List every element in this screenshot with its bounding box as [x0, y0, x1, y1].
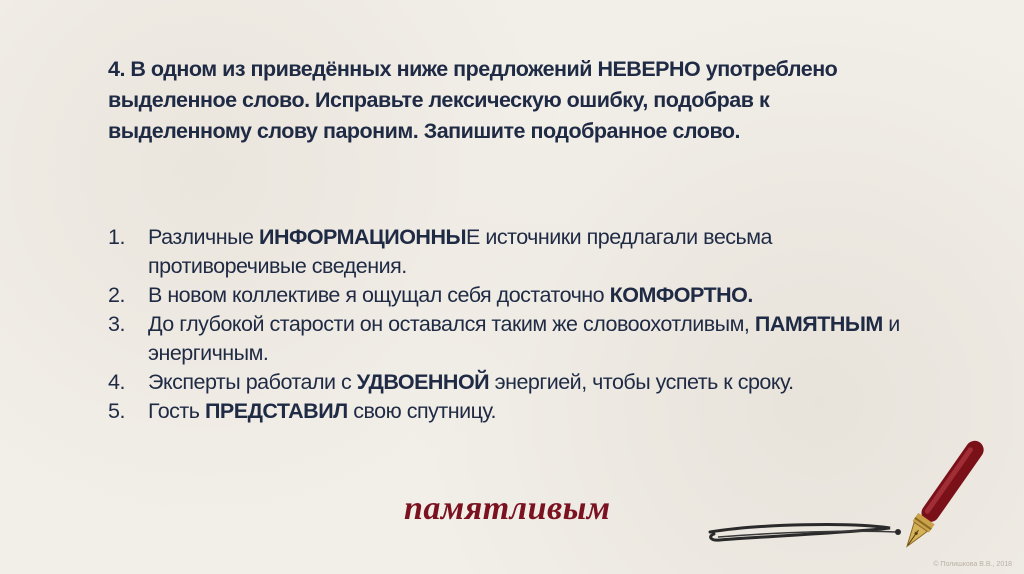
option-number: 4. [108, 370, 125, 394]
option-text-before: До глубокой старости он оставался таким же словоохотливым, [148, 312, 755, 336]
option-number: 3. [108, 312, 125, 336]
highlighted-word: ПАМЯТНЫМ [754, 312, 883, 336]
option-item-2 [108, 281, 928, 310]
answer-word: памятливым [404, 490, 611, 527]
option-text-after: Е источники предлагали весьма противоречивые сведения. [148, 225, 772, 278]
option-text-before: В новом коллективе я ощущал себя достаточно [148, 283, 610, 307]
option-number: 5. [108, 399, 125, 423]
option-text-after: энергией, чтобы успеть к сроку. [489, 370, 794, 394]
option-text-before: Различные [148, 225, 259, 249]
question-text: 4. В одном из приведённых ниже предложений НЕВЕРНО употреблено выделенное слово. Исправьте лексическую ошибку, подобрав к выделенному слову пароним. Запишите подобранное слово. [108, 57, 838, 143]
copyright-text: © Полишкова В.В., 2018 [933, 561, 1012, 568]
option-text-before: Эксперты работали с [148, 370, 357, 394]
option-number: 1. [108, 225, 125, 249]
option-text-after: и энергичным. [148, 312, 900, 365]
highlighted-word: УДВОЕННОЙ [356, 370, 490, 394]
options-list [108, 223, 928, 426]
highlighted-word: ПРЕДСТАВИЛ [204, 399, 348, 423]
option-item-4 [108, 368, 928, 397]
option-item-3 [108, 310, 928, 368]
highlighted-word: КОМФОРТНО. [609, 283, 753, 307]
option-item-1 [108, 223, 928, 281]
fountain-pen-icon [700, 440, 1000, 560]
option-number: 2. [108, 283, 125, 307]
option-text-before: Гость [148, 399, 205, 423]
option-text-after: свою спутницу. [347, 399, 496, 423]
option-item-5 [108, 397, 928, 426]
highlighted-word: ИНФОРМАЦИОННЫ [258, 225, 467, 249]
